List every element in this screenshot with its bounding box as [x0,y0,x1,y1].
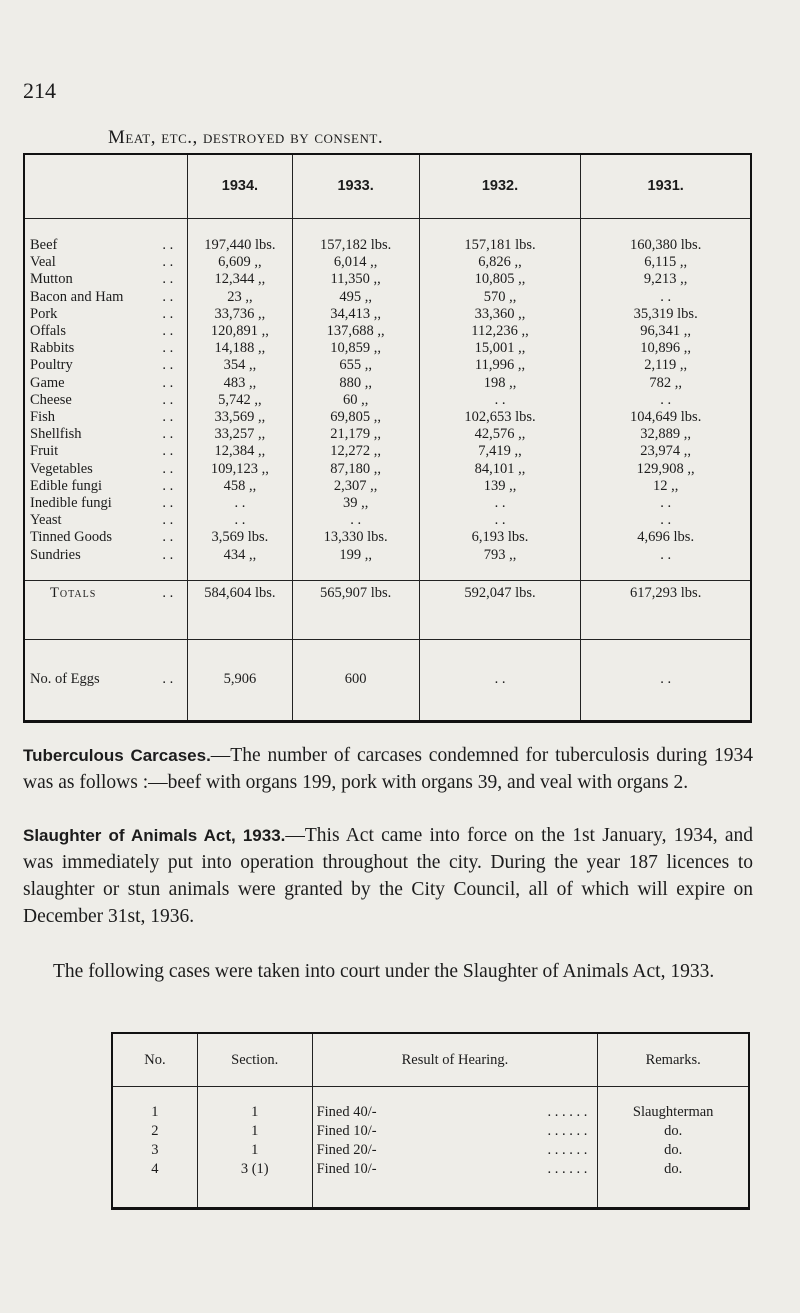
title-lead: M [108,127,126,148]
leader-dots: . . [162,409,174,426]
leader-dots: . . [162,271,174,288]
row-label: Mutton . . [30,271,174,288]
cell-value: 35,319 lbs. [581,306,751,323]
case-remarks: do. [598,1122,749,1141]
cell-value: 2,307 ,, [292,478,419,495]
case-section: 1 [197,1141,312,1160]
leader-dots: . . . . . . [547,1123,588,1139]
cell-value: 112,236 ,, [419,323,581,340]
cell-value: 6,826 ,, [419,254,581,271]
cell-value: 14,188 ,, [188,340,292,357]
leader-dots: . . [162,288,174,305]
header-year: 1931. [581,154,751,219]
cases-intro-paragraph [23,958,753,985]
leader-dots: . . . . . . [547,1142,588,1158]
table-row [24,461,751,478]
cell-value: 12,384 ,, [188,443,292,460]
cell-value: 120,891 ,, [188,323,292,340]
cell-value: 6,193 lbs. [419,529,581,546]
row-label: Pork . . [30,305,174,322]
cell-value: 12,344 ,, [188,271,292,288]
totals-row [24,580,751,639]
eggs-row [24,639,751,721]
leader-dots: . . [162,340,174,357]
table-row [24,495,751,512]
table-row [112,1160,749,1179]
eggs-value: 5,906 [188,639,292,721]
cell-value: 9,213 ,, [581,271,751,288]
case-no: 2 [151,1123,159,1139]
cell-value: 6,115 ,, [581,254,751,271]
totals-value: 617,293 lbs. [581,580,751,639]
eggs-label: No. of Eggs . . [24,639,188,721]
cell-value: 4,696 lbs. [581,529,751,546]
table-row [24,512,751,529]
row-label: Bacon and Ham . . [30,288,174,305]
case-section: 1 [197,1103,312,1122]
table-row [24,237,751,254]
row-label: Vegetables . . [30,460,174,477]
row-label: Beef . . [30,237,174,253]
cell-value: 32,889 ,, [581,426,751,443]
cell-value: 137,688 ,, [292,323,419,340]
cell-value: 109,123 ,, [188,461,292,478]
cell-value: 33,569 ,, [188,409,292,426]
leader-dots: . . [162,460,174,477]
spacer-row [112,1087,749,1104]
cell-value: 5,742 ,, [188,392,292,409]
cell-value: 33,257 ,, [188,426,292,443]
cell-value: 21,179 ,, [292,426,419,443]
header-result: Result of Hearing. [312,1033,598,1087]
cell-value: . . [419,512,581,529]
totals-value: 584,604 lbs. [188,580,292,639]
case-no: 4 [151,1161,159,1177]
leader-dots: . . [162,546,174,563]
case-no: 3 [151,1142,159,1158]
leader-dots: . . [162,426,174,443]
cell-value: . . [188,495,292,512]
cell-value: 10,896 ,, [581,340,751,357]
table-header-row [24,154,751,219]
cell-value: 23 ,, [188,289,292,306]
cell-value: 198 ,, [419,375,581,392]
row-label: Cheese . . [30,391,174,408]
cell-value: 7,419 ,, [419,443,581,460]
cell-value: 354 ,, [188,357,292,374]
table-row [24,357,751,374]
spacer-row [24,564,751,581]
cell-value: . . [292,512,419,529]
case-result: Fined 10/- . . . . . . [312,1160,598,1179]
slaughter-act-text: —This Act came into force on the 1st January, 1934, and was immediately put into operation throughout the city. During the year 187 licences to slaughter or stun animals were granted by the City Council, all of which will expire on December 31st, 1936. [23,825,753,927]
tuberculous-paragraph [23,742,753,796]
row-label: Fruit . . [30,443,174,460]
cases-table-body [112,1103,749,1179]
cell-value: 570 ,, [419,289,581,306]
cell-value: . . [581,495,751,512]
cell-value: 880 ,, [292,375,419,392]
case-result: Fined 20/- . . . . . . [312,1141,598,1160]
meat-destroyed-table [23,153,752,723]
cell-value: 87,180 ,, [292,461,419,478]
cell-value: . . [419,495,581,512]
cell-value: 199 ,, [292,547,419,564]
row-label: Inedible fungi . . [30,495,174,512]
cell-value: 782 ,, [581,375,751,392]
table-row [112,1103,749,1122]
header-year: 1933. [292,154,419,219]
spacer-row [24,219,751,238]
leader-dots: . . [162,254,174,271]
meat-table-body [24,237,751,564]
cell-value: 69,805 ,, [292,409,419,426]
cell-value: 12 ,, [581,478,751,495]
leader-dots: . . [162,237,174,253]
leader-dots: . . [162,529,174,546]
cell-value: 42,576 ,, [419,426,581,443]
header-section: Section. [197,1033,312,1087]
eggs-value: . . [581,639,751,721]
cell-value: . . [419,392,581,409]
cell-value: 10,859 ,, [292,340,419,357]
cell-value: 129,908 ,, [581,461,751,478]
eggs-value: . . [419,639,581,721]
table-row [24,443,751,460]
case-remarks: Slaughterman [598,1103,749,1122]
cell-value: . . [188,512,292,529]
cell-value: 458 ,, [188,478,292,495]
row-label: Shellfish . . [30,426,174,443]
cell-value: 197,440 lbs. [188,237,292,254]
leader-dots: . . [162,374,174,391]
row-label: Sundries . . [30,546,174,563]
header-blank [24,154,188,219]
row-label: Offals . . [30,323,174,340]
cases-intro-text: The following cases were taken into court under the Slaughter of Animals Act, 1933. [53,961,715,982]
cell-value: 483 ,, [188,375,292,392]
row-label: Rabbits . . [30,340,174,357]
table-row [24,478,751,495]
row-label: Yeast . . [30,512,174,529]
eggs-value: 600 [292,639,419,721]
cell-value: 39 ,, [292,495,419,512]
header-remarks: Remarks. [598,1033,749,1087]
cell-value: 6,014 ,, [292,254,419,271]
cell-value: 10,805 ,, [419,271,581,288]
leader-dots: . . [162,584,174,601]
cell-value: . . [581,392,751,409]
cell-value: 104,649 lbs. [581,409,751,426]
cell-value: 655 ,, [292,357,419,374]
case-no: 1 [151,1104,159,1120]
court-cases-table [111,1032,750,1210]
header-no: No. [112,1033,197,1087]
table-row [24,323,751,340]
cell-value: 157,181 lbs. [419,237,581,254]
cell-value: 11,350 ,, [292,271,419,288]
header-year: 1932. [419,154,581,219]
case-result: Fined 10/- . . . . . . [312,1122,598,1141]
totals-label: Totals . . [24,580,188,639]
tuberculous-heading: Tuberculous Carcases. [23,746,211,765]
row-label: Edible fungi . . [30,477,174,494]
cell-value: 23,974 ,, [581,443,751,460]
cell-value: 15,001 ,, [419,340,581,357]
leader-dots: . . [162,477,174,494]
cell-value: 11,996 ,, [419,357,581,374]
table-row [112,1122,749,1141]
table-row [24,392,751,409]
cell-value: . . [581,547,751,564]
cell-value: 157,182 lbs. [292,237,419,254]
case-remarks: do. [598,1141,749,1160]
cell-value: 84,101 ,, [419,461,581,478]
cell-value: . . [581,512,751,529]
cell-value: 3,569 lbs. [188,529,292,546]
table-row [24,375,751,392]
cell-value: 13,330 lbs. [292,529,419,546]
cell-value: 2,119 ,, [581,357,751,374]
case-result: Fined 40/- . . . . . . [312,1103,598,1122]
page-title [108,127,383,149]
leader-dots: . . [162,305,174,322]
totals-value: 565,907 lbs. [292,580,419,639]
table-row [24,340,751,357]
totals-value: 592,047 lbs. [419,580,581,639]
cell-value: 96,341 ,, [581,323,751,340]
cell-value: 34,413 ,, [292,306,419,323]
table-row [24,271,751,288]
cell-value: . . [581,289,751,306]
cell-value: 139 ,, [419,478,581,495]
table-row [24,306,751,323]
case-remarks: do. [598,1160,749,1179]
cell-value: 793 ,, [419,547,581,564]
table-row [24,426,751,443]
cell-value: 160,380 lbs. [581,237,751,254]
title-rest: eat, etc., destroyed by consent. [125,127,384,148]
slaughter-act-heading: Slaughter of Animals Act, 1933. [23,826,286,845]
page-number: 214 [23,78,56,103]
header-year: 1934. [188,154,292,219]
cases-header-row [112,1033,749,1087]
leader-dots: . . [162,323,174,340]
cell-value: 33,360 ,, [419,306,581,323]
cell-value: 12,272 ,, [292,443,419,460]
table-row [24,529,751,546]
tuberculous-text: —The number of carcases condemned for tuberculosis during 1934 was as follows :—beef with organs 199, pork with organs 39, and veal with organs 2. [23,745,753,793]
cell-value: 6,609 ,, [188,254,292,271]
case-section: 3 (1) [197,1160,312,1179]
table-row [24,289,751,306]
table-row [112,1141,749,1160]
row-label: Poultry . . [30,357,174,374]
leader-dots: . . [162,391,174,408]
cell-value: 434 ,, [188,547,292,564]
leader-dots: . . [162,671,174,688]
table-row [24,409,751,426]
cell-value: 495 ,, [292,289,419,306]
table-row [24,547,751,564]
row-label: Tinned Goods . . [30,529,174,546]
leader-dots: . . [162,443,174,460]
leader-dots: . . [162,495,174,512]
table-row [24,254,751,271]
spacer-row [112,1179,749,1209]
cell-value: 102,653 lbs. [419,409,581,426]
row-label: Fish . . [30,409,174,426]
case-section: 1 [197,1122,312,1141]
leader-dots: . . . . . . [547,1161,588,1177]
cell-value: 60 ,, [292,392,419,409]
leader-dots: . . [162,512,174,529]
row-label: Game . . [30,374,174,391]
slaughter-act-paragraph [23,822,753,930]
leader-dots: . . [162,357,174,374]
leader-dots: . . . . . . [547,1104,588,1120]
cell-value: 33,736 ,, [188,306,292,323]
row-label: Veal . . [30,254,174,271]
